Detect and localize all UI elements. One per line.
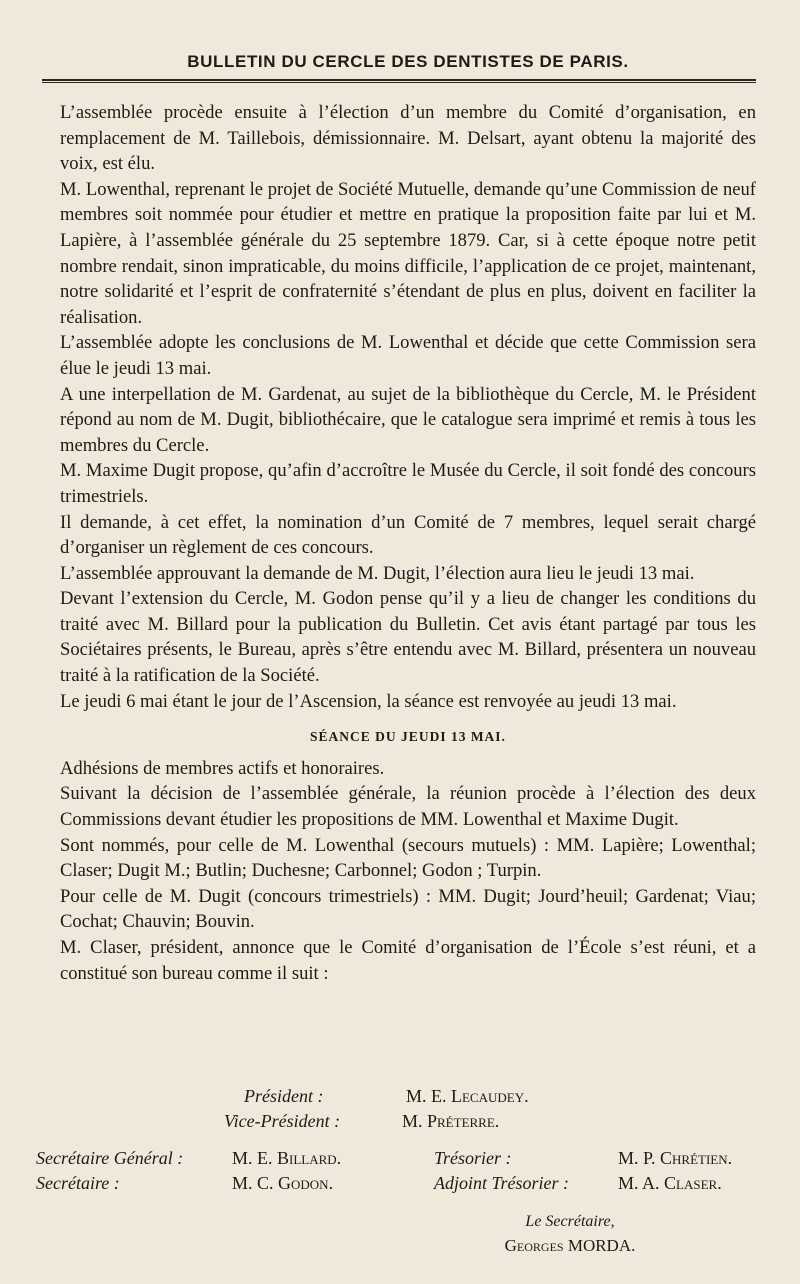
officer-name: M. Préterre. bbox=[402, 1111, 500, 1131]
paragraph: A une interpellation de M. Gardenat, au sujet de la bibliothèque du Cercle, M. le Président répond au nom de M. Dugit, bibliothécaire, que le catalogue sera imprimé et remis à tous les membres du Cercle. bbox=[60, 383, 756, 456]
officer-name: M. A. Claser. bbox=[618, 1173, 722, 1193]
officer-label: Vice-Président : bbox=[224, 1111, 341, 1131]
officer-name: M. P. Chrétien. bbox=[618, 1148, 733, 1168]
officer-name: M. E. Lecaudey. bbox=[406, 1086, 529, 1106]
officer-label: Secrétaire Général : bbox=[36, 1148, 184, 1168]
paragraph: Il demande, à cet effet, la nomination d’un Comité de 7 membres, lequel serait chargé d’organiser un règlement de ces concours. bbox=[60, 511, 756, 559]
officer-label: Trésorier : bbox=[434, 1148, 512, 1168]
running-header: BULLETIN DU CERCLE DES DENTISTES DE PARIS. bbox=[187, 52, 629, 71]
paragraph: Adhésions de membres actifs et honoraires. bbox=[60, 757, 385, 779]
paragraph: L’assemblée adopte les conclusions de M. Lowenthal et décide que cette Commission sera élue le jeudi 13 mai. bbox=[60, 332, 756, 379]
header-rule-thin bbox=[42, 82, 756, 83]
officer-label: Président : bbox=[244, 1086, 324, 1106]
officer-label: Secrétaire : bbox=[36, 1173, 120, 1193]
paragraph: L’assemblée procède ensuite à l’élection d’un membre du Comité d’organisation, en remplacement de M. Taillebois, démissionnaire. M. Delsart, ayant obtenu la majorité des voix, est élu. bbox=[60, 102, 756, 175]
paragraph: Le jeudi 6 mai étant le jour de l’Ascension, la séance est renvoyée au jeudi 13 mai. bbox=[60, 690, 677, 712]
paragraph: M. Lowenthal, reprenant le projet de Société Mutuelle, demande qu’une Commission de neuf membres soit nommée pour étudier et mettre en pratique la proposition faite par lui et M. Lapière, à l’assemblée générale du 25 septembre 1879. Car, si à cette époque notre petit nombre rendait, sinon impraticable, du moins difficile, l’application de ce projet, maintenant, notre solidarité et l’esprit de confraternité s’étendant de plus en plus, doivent en faciliter la réalisation. bbox=[60, 178, 756, 328]
paragraph: Sont nommés, pour celle de M. Lowenthal (secours mutuels) : MM. Lapière; Lowenthal; Claser; Dugit M.; Butlin; Duchesne; Carbonnel; Godon ; Turpin. bbox=[60, 834, 756, 882]
paragraph: L’assemblée approuvant la demande de M. Dugit, l’élection aura lieu le jeudi 13 mai. bbox=[60, 562, 695, 584]
officers-list bbox=[36, 1086, 756, 1198]
officer-row-vice-president bbox=[36, 1111, 756, 1136]
signature-block bbox=[440, 1210, 700, 1258]
paragraph: M. Claser, président, annonce que le Comité d’organisation de l’École s’est réuni, et a constitué son bureau comme il suit : bbox=[60, 937, 756, 984]
paragraph: Suivant la décision de l’assemblée générale, la réunion procède à l’élection des deux Commissions devant étudier les propositions de MM. Lowenthal et Maxime Dugit. bbox=[60, 783, 756, 831]
officer-row-secretaire-general bbox=[36, 1148, 756, 1173]
article-body bbox=[60, 100, 756, 986]
signature-role: Le Secrétaire, bbox=[525, 1213, 615, 1230]
signature-name: Georges MORDA. bbox=[504, 1236, 636, 1255]
officer-name: M. E. Billard. bbox=[232, 1148, 342, 1168]
header-rule bbox=[42, 79, 756, 81]
officer-row-president bbox=[36, 1086, 756, 1111]
paragraph: Devant l’extension du Cercle, M. Godon pense qu’il y a lieu de changer les conditions du traité avec M. Billard pour la publication du Bulletin. Cet avis étant partagé par tous les Sociétaires présents, le Bureau, après s’être entendu avec M. Billard, présentera un nouveau traité à la ratification de la Société. bbox=[60, 588, 756, 687]
officer-label: Adjoint Trésorier : bbox=[434, 1173, 570, 1193]
section-heading: SÉANCE DU JEUDI 13 MAI. bbox=[310, 729, 506, 745]
officer-row-secretaire bbox=[36, 1173, 756, 1198]
paragraph: Pour celle de M. Dugit (concours trimestriels) : MM. Dugit; Jourd’heuil; Gardenat; Viau; Cochat; Chauvin; Bouvin. bbox=[60, 885, 756, 933]
paragraph: M. Maxime Dugit propose, qu’afin d’accroître le Musée du Cercle, il soit fondé des concours trimestriels. bbox=[60, 460, 756, 507]
officer-name: M. C. Godon. bbox=[232, 1173, 334, 1193]
